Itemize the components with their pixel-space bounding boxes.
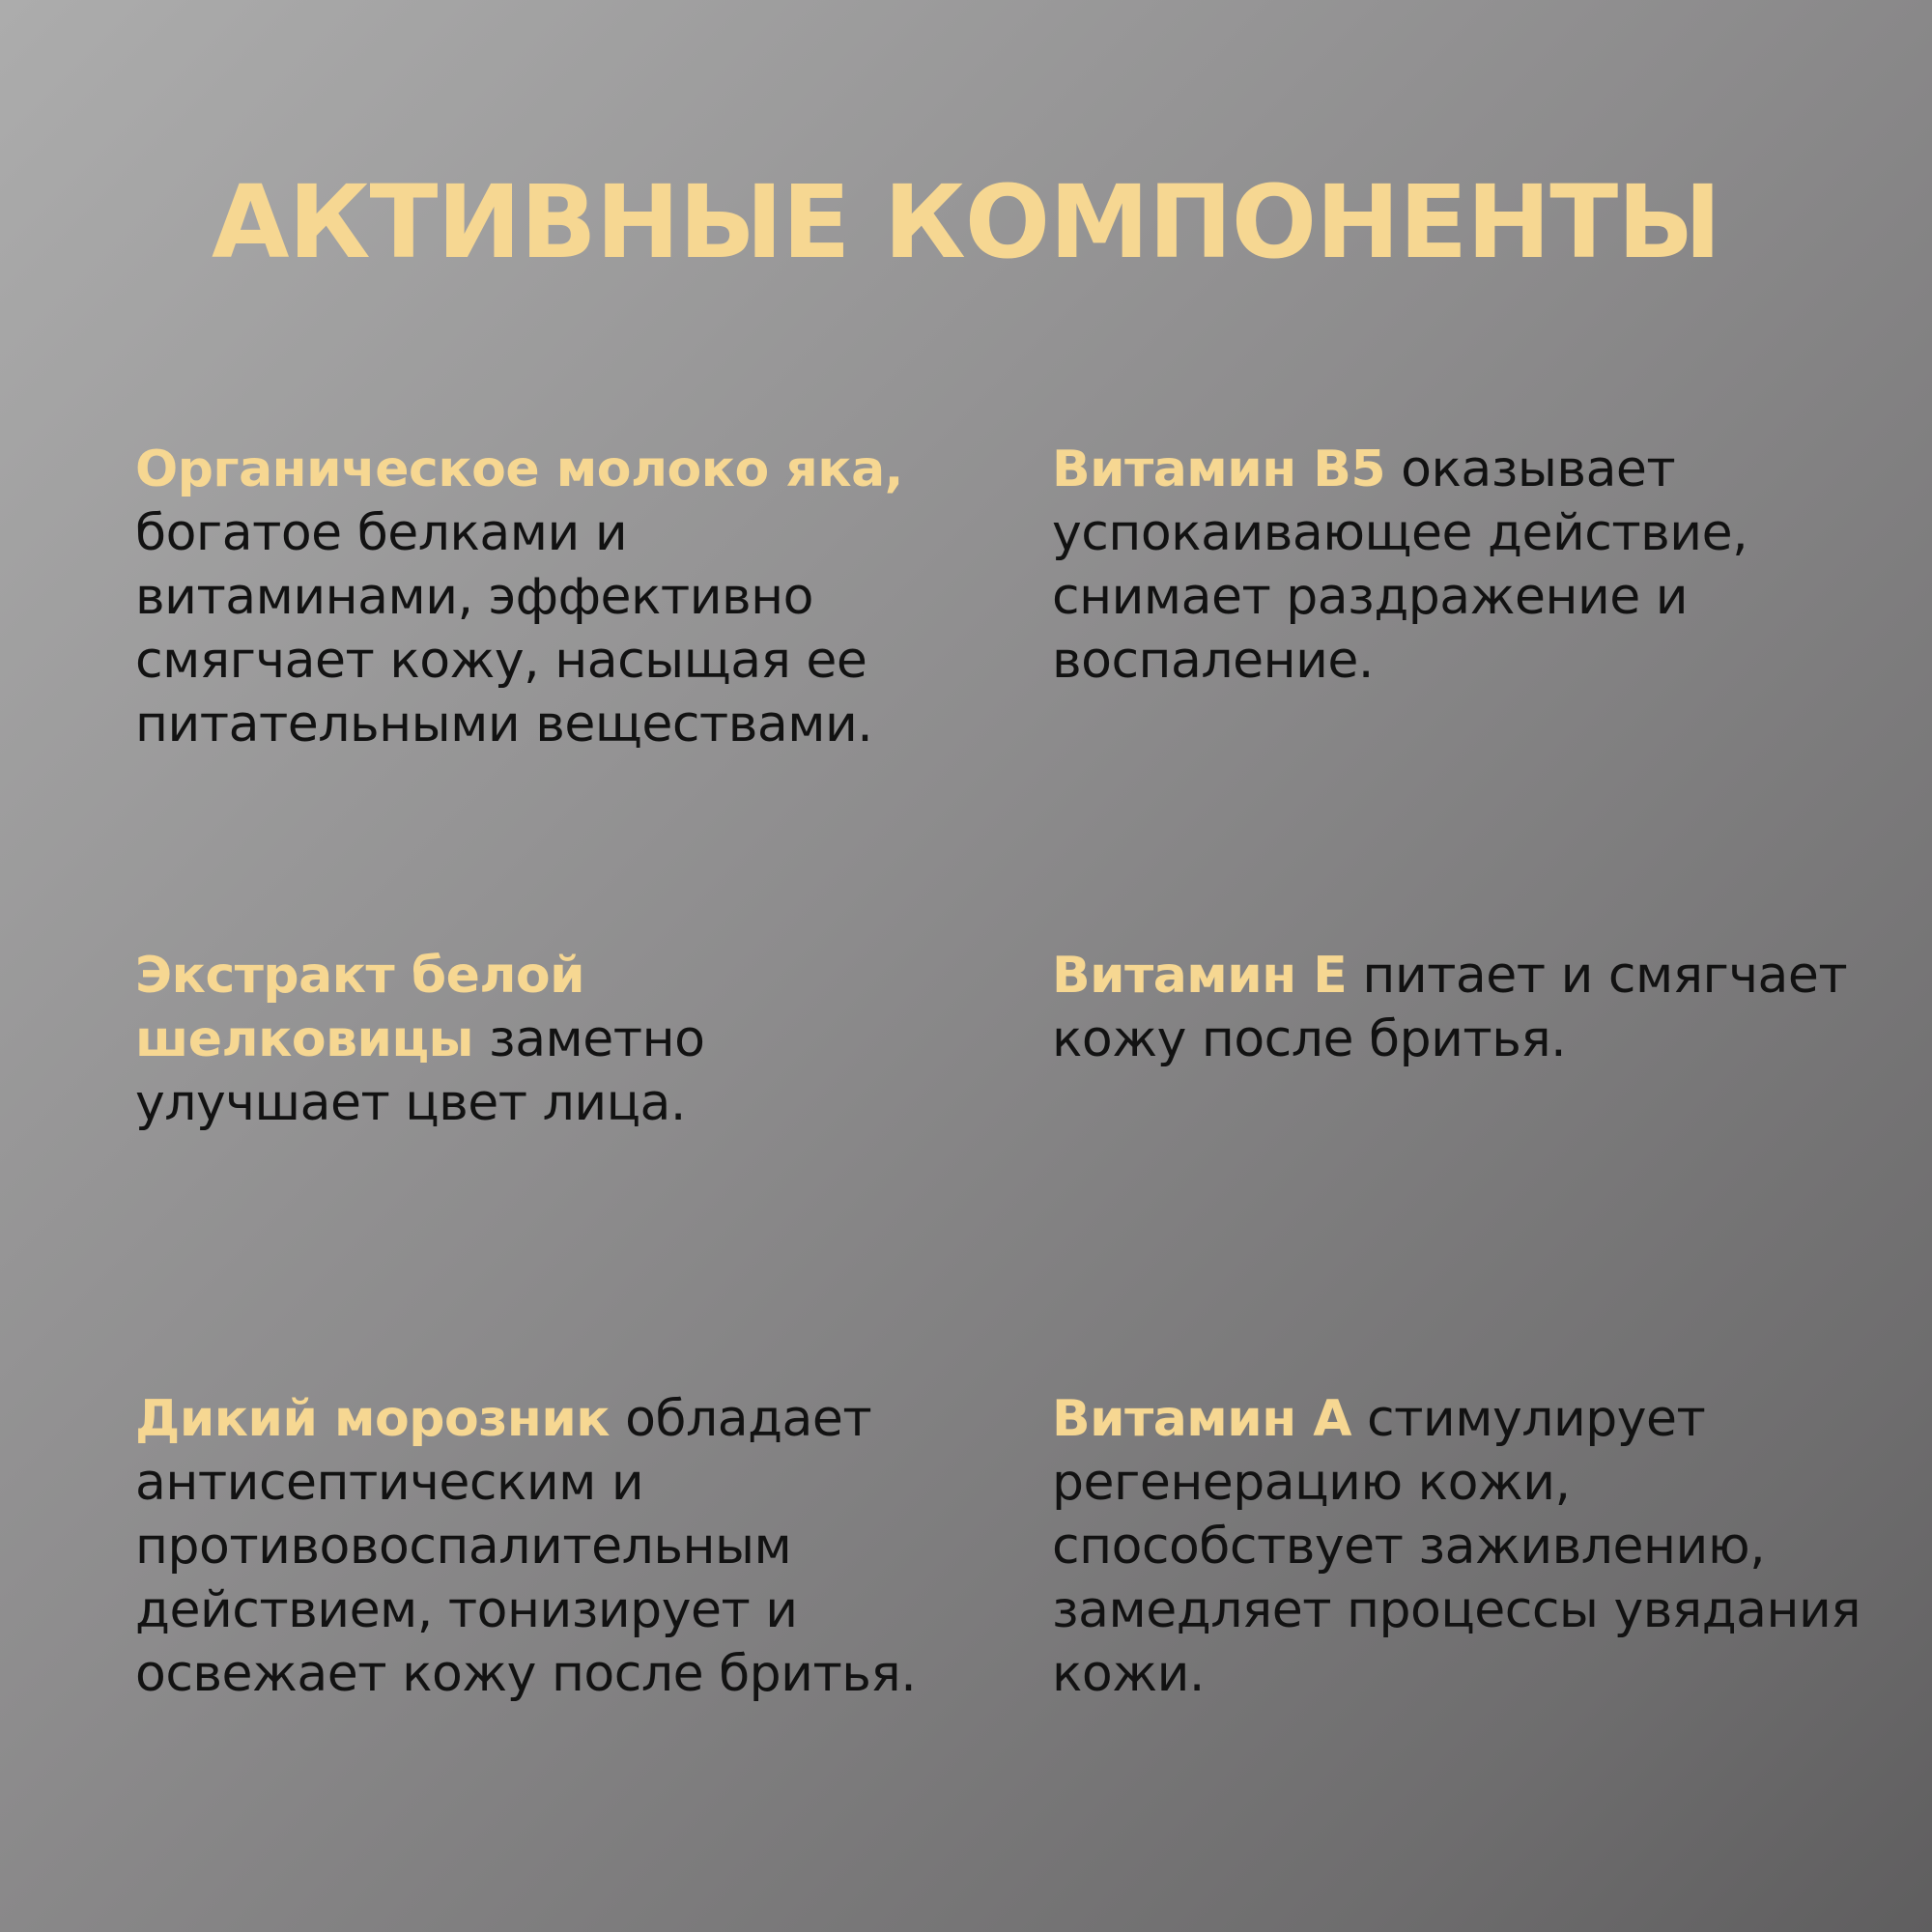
component-vitamin-a — [1052, 1387, 1883, 1706]
component-white-mulberry-extract — [135, 944, 927, 1135]
component-description: стимулирует регенерацию кожи, способствует заживлению, замедляет процессы увядания кожи. — [1052, 1390, 1861, 1703]
component-name: Дикий морозник — [135, 1390, 611, 1448]
component-vitamin-b5 — [1052, 438, 1883, 693]
component-name: Витамин А — [1052, 1390, 1352, 1448]
component-description: оказывает успокаивающее действие, снимает раздражение и воспаление. — [1052, 440, 1748, 690]
component-name: Экстракт белой шелковицы — [135, 947, 585, 1068]
component-description: заметно улучшает цвет лица. — [135, 1010, 705, 1132]
component-description: питает и смягчает кожу после бритья. — [1052, 947, 1848, 1068]
component-name: Витамин B5 — [1052, 440, 1386, 498]
component-organic-yak-milk — [135, 438, 927, 756]
component-description: обладает антисептическим и противовоспалительным действием, тонизирует и освежает кожу после бритья. — [135, 1390, 917, 1703]
component-name: Органическое молоко яка, — [135, 440, 903, 498]
component-wild-hellebore — [135, 1387, 927, 1706]
component-description: богатое белками и витаминами, эффективно смягчает кожу, насыщая ее питательными веществами. — [135, 504, 873, 753]
component-name: Витамин Е — [1052, 947, 1348, 1005]
component-vitamin-e — [1052, 944, 1883, 1071]
page-title: АКТИВНЫЕ КОМПОНЕНТЫ — [212, 163, 1720, 281]
